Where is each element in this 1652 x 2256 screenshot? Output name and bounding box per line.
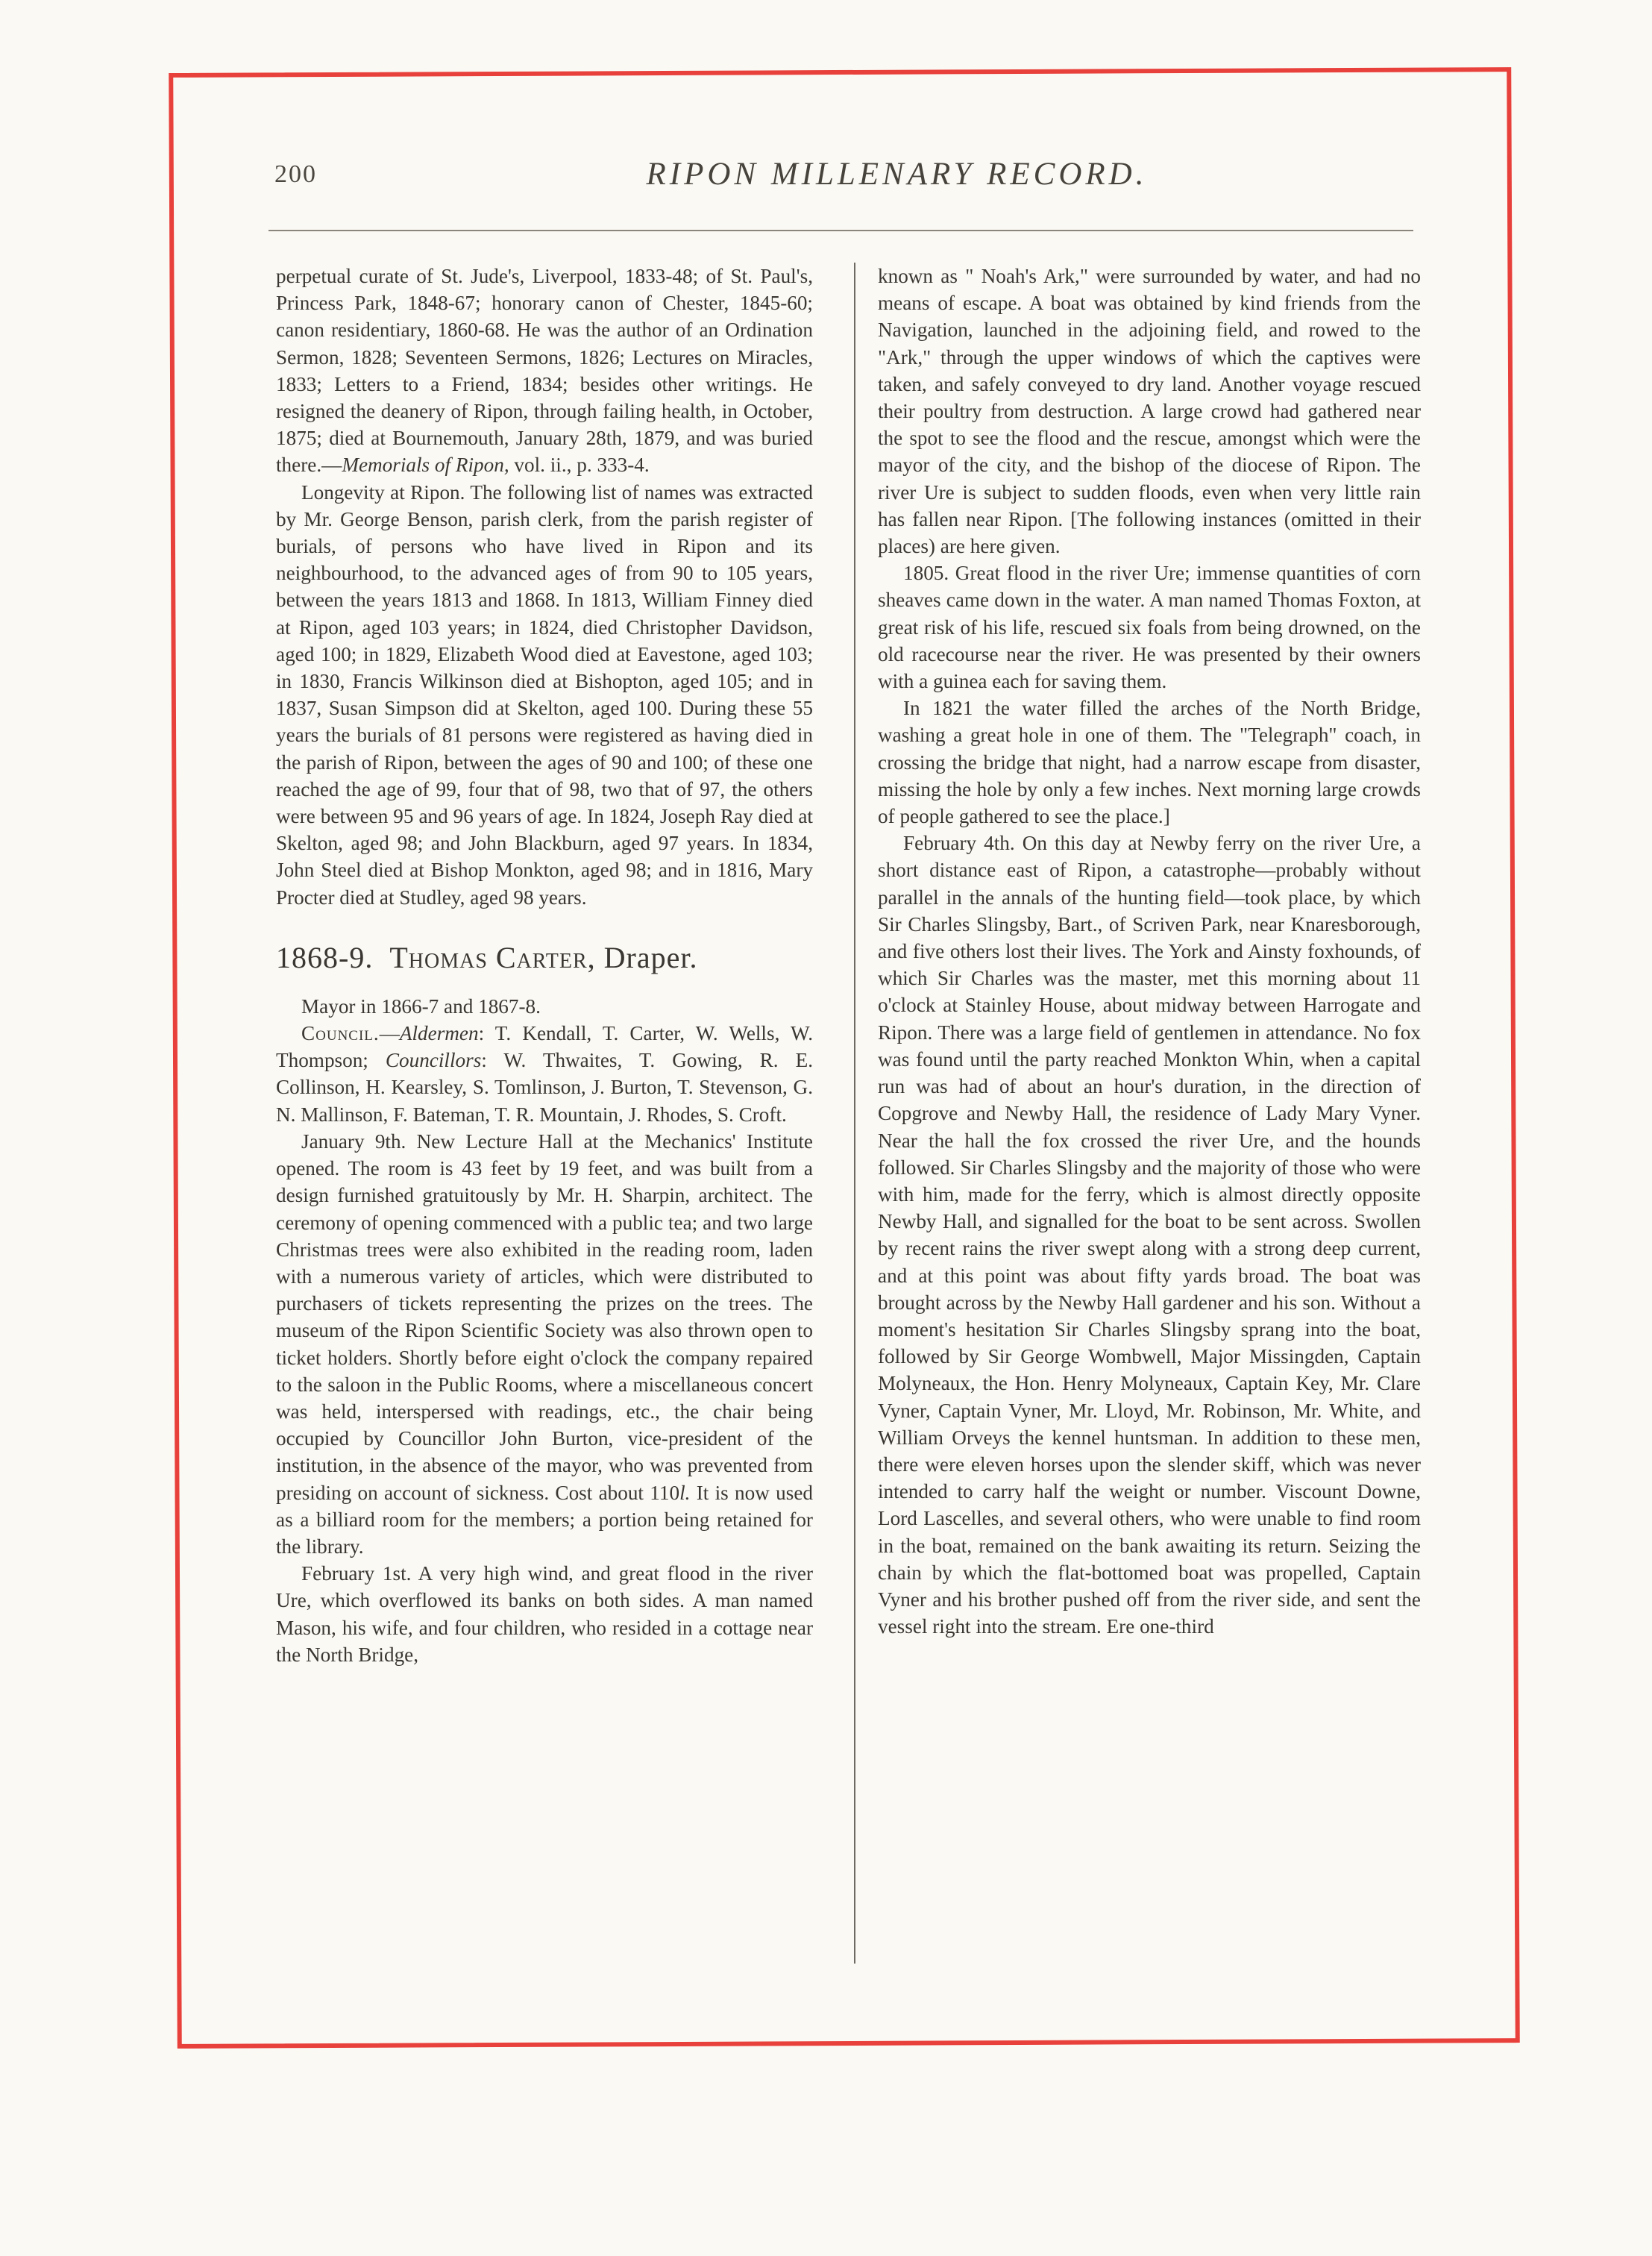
paragraph-1805: 1805. Great flood in the river Ure; immense quantities of corn sheaves came down in the water. A man named Thomas Foxton, at great risk of his life, rescued six foals from being drowned, on the old racecourse near the river. He was presented by their owners with a guinea each for saving them. [878, 562, 1421, 693]
paragraph-1821: In 1821 the water filled the arches of the North Bridge, washing a great hole in one of them. The "Telegraph" coach, in crossing the bridge that night, had a narrow escape from disaster, missing the hole by only a few inches. Next morning large crowds of people gathered to see the place.] [878, 697, 1421, 828]
page-number: 200 [274, 160, 317, 188]
paragraph-council: Council.—Aldermen: T. Kendall, T. Carter, W. Wells, W. Thompson; Councillors: W. Thwaites, T. Gowing, R. E. Collinson, H. Kearsley, S. Tomlinson, J. Burton, T. Stevenson, G. N. Mallinson, F. Bateman, T. R. Mountain, J. Rhodes, S. Croft. [276, 1022, 813, 1126]
right-column [878, 263, 1421, 1986]
column-divider [854, 263, 855, 1964]
paragraph-newby-ferry: February 4th. On this day at Newby ferry on the river Ure, a short distance east of Ripon, a catastrophe—probably without parallel in the annals of the hunting field—took place, by which Sir Charles Slingsby, Bart., of Scriven Park, near Knaresborough, and five others lost their lives. The York and Ainsty foxhounds, of which Sir Charles was the master, met this morning about 11 o'clock at Stainley House, about midway between Harrogate and Ripon. There was a large field of gentlemen in attendance. No fox was found until the party reached Monkton Whin, when a capital run was had of about an hour's duration, in the direction of Copgrove and Newby Hall, the residence of Lady Mary Vyner. Near the hall the fox crossed the river Ure, and the hounds followed. Sir Charles Slingsby and the majority of those who were with him, made for the ferry, which is almost directly opposite Newby Hall, and signalled for the boat to be sent across. Swollen by recent rains the river swept along with a strong deep current, and at this point was about fifty yards broad. The boat was brought across by the Newby Hall gardener and his son. Without a moment's hesitation Sir Charles Slingsby sprang into the boat, followed by Sir George Wombwell, Major Missingden, Captain Molyneaux, the Hon. Henry Molyneaux, Captain Key, Mr. Clare Vyner, Captain Vyner, Mr. Lloyd, Mr. Robinson, Mr. White, and William Orveys the kennel huntsman. In addition to these men, there were eleven horses upon the slender skiff, which was never intended to carry half the weight or number. Viscount Downe, Lord Lascelles, and several others, who were unable to find room in the boat, remained on the bank awaiting its return. Seizing the chain by which the flat-bottomed boat was propelled, Captain Vyner and his brother pushed off from the river side, and sent the vessel right into the stream. Ere one-third [878, 832, 1421, 1638]
mayor-heading: 1868-9. Thomas Carter, Draper. [276, 940, 698, 974]
running-title: RIPON MILLENARY RECORD. [646, 157, 1148, 192]
left-column [276, 263, 813, 1986]
paragraph-mayor-term: Mayor in 1866-7 and 1867-8. [301, 994, 541, 1018]
paragraph-noahs-ark: known as " Noah's Ark," were surrounded by water, and had no means of escape. A boat was obtained by kind friends from the Navigation, launched in the adjoining field, and rowed to the "Ark," through the upper windows of which the captives were taken, and safely conveyed to dry land. Another voyage rescued their poultry from destruction. A large crowd had gathered near the spot to see the flood and the rescue, amongst which were the mayor of the city, and the bishop of the diocese of Ripon. The river Ure is subject to sudden floods, even when very little rain has fallen near Ripon. [The following instances (omitted in their places) are here given. [878, 265, 1421, 558]
paragraph-longevity: Longevity at Ripon. The following list of names was extracted by Mr. George Benson, parish clerk, from the parish register of burials, of persons who have lived in Ripon and its neighbourhood, to the advanced ages of from 90 to 105 years, between the years 1813 and 1868. In 1813, William Finney died at Ripon, aged 103 years; in 1824, died Christopher Davidson, aged 100; in 1829, Elizabeth Wood died at Eavestone, aged 103; in 1830, Francis Wilkinson died at Bishopton, aged 105; and in 1837, Susan Simpson did at Skelton, aged 100. During these 55 years the burials of 81 persons were registered as having died in the parish of Ripon, between the ages of 90 and 100; of these one reached the age of 99, four that of 98, two that of 97, the others were between 95 and 96 years of age. In 1824, Joseph Ray died at Skelton, aged 98; and John Blackburn, aged 97 years. In 1834, John Steel died at Bishop Monkton, aged 98; and in 1816, Mary Procter died at Studley, aged 98 years. [276, 480, 813, 909]
header-rule [268, 230, 1413, 231]
page-header [268, 153, 1413, 198]
paragraph-lecture-hall: January 9th. New Lecture Hall at the Mechanics' Institute opened. The room is 43 feet by 19 feet, and was built from a design furnished gratuitously by Mr. H. Sharpin, architect. The ceremony of opening commenced with a public tea; and two large Christmas trees were also exhibited in the reading room, laden with a numerous variety of articles, which were distributed to purchasers of tickets representing the prizes on the trees. The museum of the Ripon Scientific Society was also thrown open to ticket holders. Shortly before eight o'clock the company repaired to the saloon in the Public Rooms, where a miscellaneous concert was held, interspersed with readings, etc., the chair being occupied by Councillor John Burton, vice-president of the institution, in the absence of the mayor, who was prevented from presiding on account of sickness. Cost about 110l. It is now used as a billiard room for the members; a portion being retained for the library. [276, 1129, 813, 1558]
paragraph: perpetual curate of St. Jude's, Liverpool, 1833-48; of St. Paul's, Princess Park, 1848-67; honorary canon of Chester, 1845-60; canon residentiary, 1860-68. He was the author of an Ordination Sermon, 1828; Seventeen Sermons, 1826; Lectures on Miracles, 1833; Letters to a Friend, 1834; besides other writings. He resigned the deanery of Ripon, through failing health, in October, 1875; died at Bournemouth, January 28th, 1879, and was buried there.—Memorials of Ripon, vol. ii., p. 333-4. [276, 265, 813, 477]
paragraph-flood: February 1st. A very high wind, and great flood in the river Ure, which overflowed its banks on both sides. A man named Mason, his wife, and four children, who resided in a cottage near the North Bridge, [276, 1562, 813, 1666]
